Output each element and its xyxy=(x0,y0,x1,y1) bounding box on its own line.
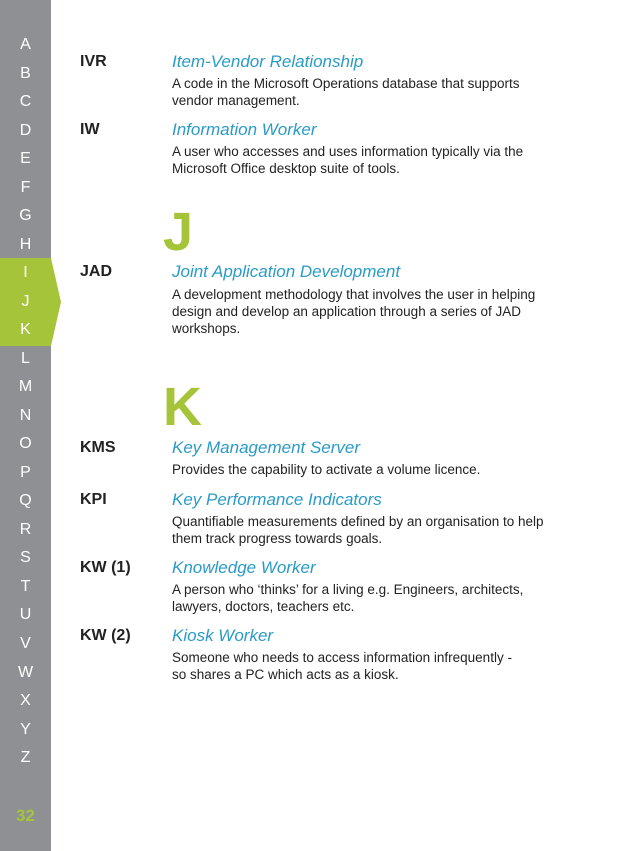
index-letter-f[interactable]: F xyxy=(20,179,31,196)
index-letter-c[interactable]: C xyxy=(19,93,32,110)
alphabet-sidebar xyxy=(0,0,51,851)
index-letter-w[interactable]: W xyxy=(17,664,34,681)
entry-definition: Someone who needs to access information infrequently - so shares a PC which acts as a kiosk. xyxy=(172,650,512,682)
index-letter-d[interactable]: D xyxy=(19,122,32,139)
entry-term: Knowledge Worker xyxy=(172,558,316,577)
highlight-pointer xyxy=(51,258,61,346)
entry-abbr: KW (2) xyxy=(80,627,131,644)
entry-term: Joint Application Development xyxy=(172,262,401,281)
entry-abbr: IVR xyxy=(80,53,107,70)
index-letter-g[interactable]: G xyxy=(19,207,32,224)
entry-definition: A person who ‘thinks’ for a living e.g. Engineers, architects, lawyers, doctors, teachers etc. xyxy=(172,582,524,614)
entry-term: Key Management Server xyxy=(172,438,361,457)
entry-abbr: KW (1) xyxy=(80,559,131,576)
index-letter-i[interactable]: I xyxy=(23,264,28,281)
index-letter-k[interactable]: K xyxy=(20,321,31,338)
index-letter-o[interactable]: O xyxy=(19,435,32,452)
index-letter-j[interactable]: J xyxy=(21,293,30,310)
index-letter-v[interactable]: V xyxy=(20,635,31,652)
entry-definition: Provides the capability to activate a volume licence. xyxy=(172,462,481,477)
section-letter-j: J xyxy=(163,202,194,262)
index-letter-m[interactable]: M xyxy=(18,378,33,395)
index-letter-p[interactable]: P xyxy=(20,464,31,481)
index-letter-z[interactable]: Z xyxy=(20,749,31,766)
index-letter-l[interactable]: L xyxy=(21,350,30,367)
index-letter-h[interactable]: H xyxy=(19,236,32,253)
entry-definition: A code in the Microsoft Operations database that supports vendor management. xyxy=(172,76,520,108)
entry-abbr: KMS xyxy=(80,439,116,456)
entry-term: Kiosk Worker xyxy=(172,626,274,645)
entry-definition: A development methodology that involves the user in helping design and develop an application through a series of JAD workshops. xyxy=(172,287,536,336)
index-letter-q[interactable]: Q xyxy=(19,492,32,509)
index-letter-x[interactable]: X xyxy=(20,692,31,709)
index-letter-b[interactable]: B xyxy=(20,65,31,82)
entry-term: Key Performance Indicators xyxy=(172,490,382,509)
entry-definition: Quantifiable measurements defined by an organisation to help them track progress towards goals. xyxy=(172,514,544,546)
entry-abbr: KPI xyxy=(80,491,107,508)
page-number: 32 xyxy=(16,806,35,825)
index-letter-t[interactable]: T xyxy=(20,578,31,595)
entry-abbr: IW xyxy=(80,121,100,138)
index-letter-n[interactable]: N xyxy=(19,407,32,424)
entry-term: Item-Vendor Relationship xyxy=(172,52,364,71)
index-letter-e[interactable]: E xyxy=(20,150,31,167)
section-letter-k: K xyxy=(163,377,202,437)
index-letter-y[interactable]: Y xyxy=(20,721,31,738)
entry-term: Information Worker xyxy=(172,120,317,139)
entry-abbr: JAD xyxy=(80,263,113,280)
entry-definition: A user who accesses and uses information typically via the Microsoft Office desktop suite of tools. xyxy=(172,144,524,176)
index-letter-r[interactable]: R xyxy=(19,521,32,538)
index-letter-u[interactable]: U xyxy=(19,606,32,623)
index-letter-a[interactable]: A xyxy=(20,36,31,53)
index-letter-s[interactable]: S xyxy=(20,549,31,566)
